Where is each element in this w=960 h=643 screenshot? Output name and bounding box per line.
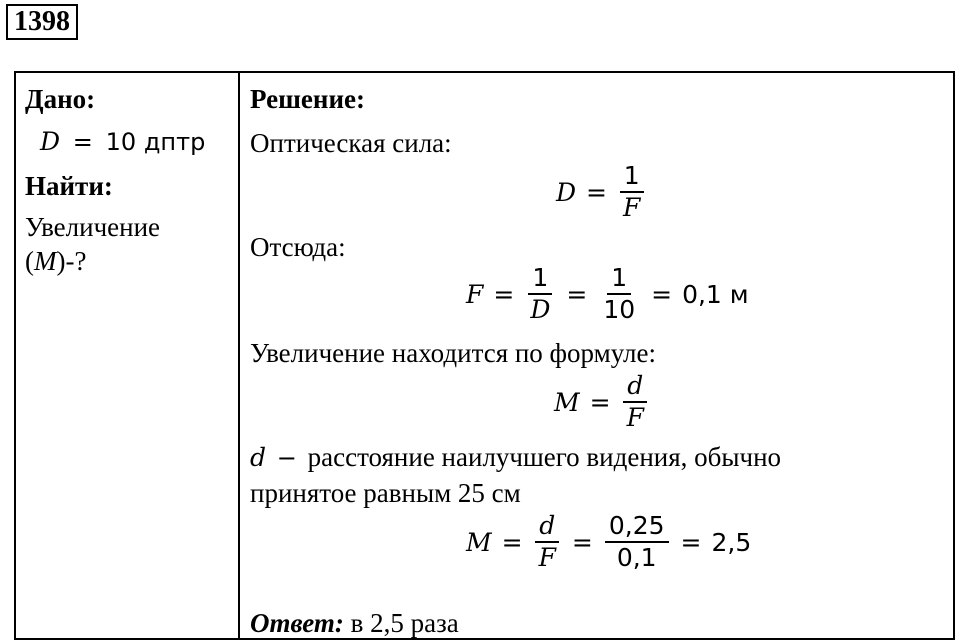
solution-line4 xyxy=(250,441,781,474)
f3-den: F xyxy=(626,403,644,432)
f3-eq: = xyxy=(589,387,611,417)
f4-lhs: M xyxy=(466,527,492,557)
f2-lhs: F xyxy=(466,279,484,309)
f2-num2: 1 xyxy=(607,263,631,295)
f4-eq3: = xyxy=(680,527,702,557)
find-close: )-? xyxy=(56,246,87,276)
line4-var: d xyxy=(250,443,267,472)
find-var: M xyxy=(34,246,57,276)
f1-den: F xyxy=(623,193,641,222)
find-line1: Увеличение xyxy=(25,212,161,242)
given-var: D xyxy=(40,127,61,156)
f4-den2: 0,1 xyxy=(616,543,657,572)
f4-num1: d xyxy=(535,511,559,543)
f3-lhs: M xyxy=(554,387,580,417)
formula-optical-power xyxy=(556,161,646,223)
f4-fraction1 xyxy=(535,511,560,573)
solution-line1: Оптическая сила: xyxy=(250,128,452,158)
solution-line3: Увеличение находится по формуле: xyxy=(250,338,657,368)
f1-fraction xyxy=(619,161,644,223)
f4-eq1: = xyxy=(501,527,523,557)
f3-fraction xyxy=(623,371,648,433)
f4-result: 2,5 xyxy=(711,527,752,557)
formula-magnification xyxy=(554,371,650,433)
given-header: Дано: xyxy=(25,84,96,114)
given-column xyxy=(16,73,240,638)
find-open: ( xyxy=(25,246,34,276)
solution-column xyxy=(240,73,953,638)
f3-num: d xyxy=(623,371,647,403)
solution-line5: принятое равным 25 см xyxy=(250,478,521,508)
f2-num1: 1 xyxy=(528,263,552,295)
given-number: 10 дптр xyxy=(105,128,206,156)
f4-den1: F xyxy=(538,543,556,572)
find-line2 xyxy=(25,245,86,277)
f2-result: 0,1 м xyxy=(682,279,749,309)
f4-fraction2 xyxy=(605,511,669,573)
f2-eq1: = xyxy=(493,279,515,309)
solution-table xyxy=(14,71,955,640)
solution-header: Решение: xyxy=(250,84,365,114)
f2-eq2: = xyxy=(566,279,588,309)
f2-fraction1 xyxy=(526,263,554,325)
f4-num2: 0,25 xyxy=(605,511,669,543)
f1-lhs: D xyxy=(556,177,577,207)
line4-dash: − xyxy=(276,444,297,472)
problem-number: 1398 xyxy=(6,4,78,40)
find-header: Найти: xyxy=(25,171,113,201)
f1-num: 1 xyxy=(620,161,644,193)
f2-den2: 10 xyxy=(603,295,636,324)
answer-label: Ответ: xyxy=(250,608,344,638)
formula-focal-length xyxy=(466,263,749,325)
f4-eq2: = xyxy=(571,527,593,557)
f2-fraction2 xyxy=(599,263,639,325)
f2-den1: D xyxy=(530,295,551,324)
answer-text: в 2,5 раза xyxy=(350,608,459,638)
given-eq: = xyxy=(72,128,93,156)
solution-line2: Отсюда: xyxy=(250,232,346,262)
answer-line xyxy=(250,607,459,639)
line4-text: расстояние наилучшего видения, обычно xyxy=(307,442,782,472)
given-value xyxy=(40,125,205,158)
f1-eq: = xyxy=(586,177,607,207)
f2-eq3: = xyxy=(651,279,673,309)
formula-magnification-result xyxy=(466,511,751,573)
